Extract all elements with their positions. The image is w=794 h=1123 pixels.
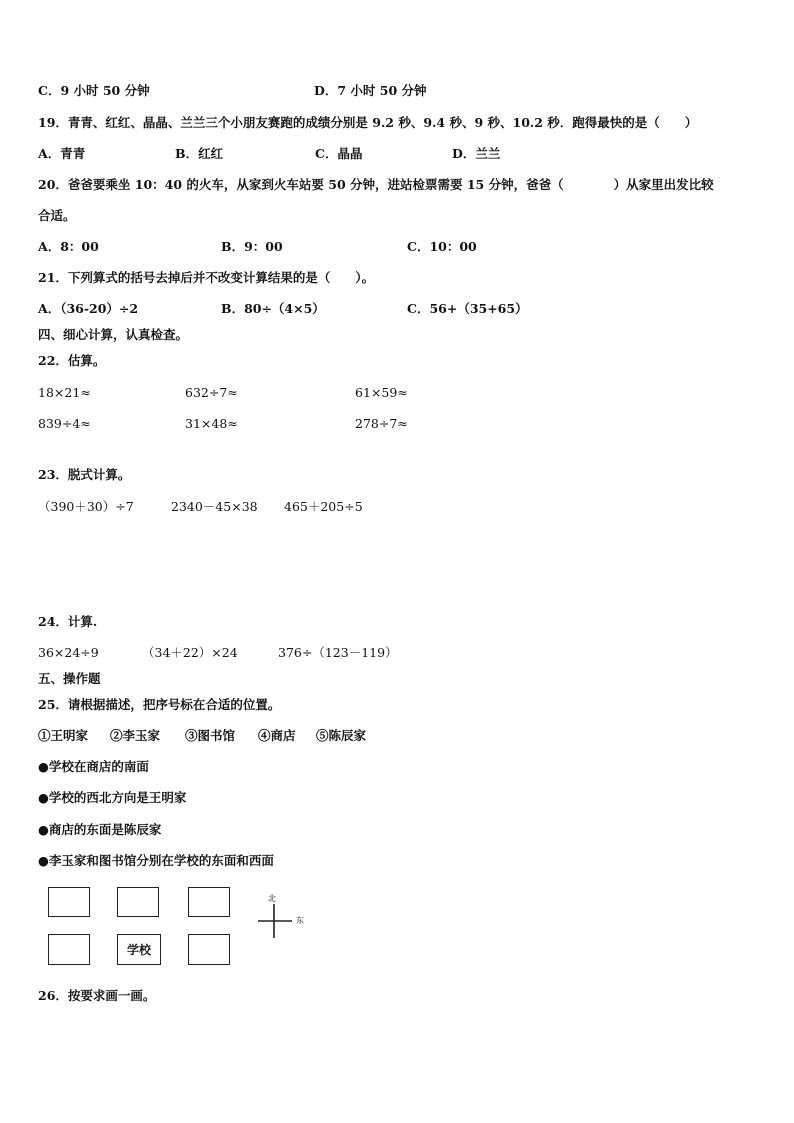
q22-title: 22．估算。 bbox=[38, 353, 106, 368]
grid-box-bottom-right[interactable] bbox=[188, 934, 230, 965]
q21-option-a: A．（36-20）÷2 bbox=[38, 301, 139, 316]
q23-title: 23．脱式计算。 bbox=[38, 467, 131, 482]
q25-clue-2: ●学校的西北方向是王明家 bbox=[38, 790, 187, 805]
school-label: 学校 bbox=[126, 943, 151, 957]
q22-item-5: 31×48≈ bbox=[185, 416, 238, 431]
compass-icon bbox=[258, 894, 314, 940]
q20-stem: 20．爸爸要乘坐 10：40 的火车，从家到火车站要 50 分钟，进站检票需要 15 分钟，爸爸（ ）从家里出发比较 bbox=[38, 177, 714, 192]
grid-box-bottom-left[interactable] bbox=[48, 934, 90, 965]
compass-east-label: 东 bbox=[296, 916, 304, 925]
section4-heading: 四、细心计算，认真检查。 bbox=[38, 327, 189, 342]
q25-place-1: ①王明家 bbox=[38, 728, 89, 743]
grid-box-top-middle[interactable] bbox=[117, 887, 159, 917]
q20-option-a: A．8：00 bbox=[38, 239, 99, 254]
q19-option-a: A．青青 bbox=[38, 146, 86, 161]
q19-option-b: B．红红 bbox=[175, 146, 224, 161]
q22-item-3: 61×59≈ bbox=[355, 385, 408, 400]
school-box bbox=[117, 934, 161, 965]
q26-title: 26．按要求画一画。 bbox=[38, 988, 156, 1003]
q18-option-c: C．9 小时 50 分钟 bbox=[38, 83, 150, 98]
q20-option-c: C．10：00 bbox=[407, 239, 477, 254]
q24-title: 24．计算. bbox=[38, 614, 98, 629]
q19-option-d: D．兰兰 bbox=[452, 146, 501, 161]
q21-option-b: B．80÷（4×5） bbox=[221, 301, 325, 316]
q25-clue-4: ●李玉家和图书馆分别在学校的东面和西面 bbox=[38, 853, 274, 868]
q25-clue-3: ●商店的东面是陈辰家 bbox=[38, 822, 162, 837]
q25-place-4: ④商店 bbox=[258, 728, 296, 743]
grid-box-top-left[interactable] bbox=[48, 887, 90, 917]
grid-box-top-right[interactable] bbox=[188, 887, 230, 917]
q23-item-3: 465＋205÷5 bbox=[284, 499, 363, 514]
q22-item-4: 839÷4≈ bbox=[38, 416, 91, 431]
q20-option-b: B．9：00 bbox=[221, 239, 283, 254]
q24-item-2: （34＋22）×24 bbox=[142, 645, 238, 660]
q19-option-c: C．晶晶 bbox=[315, 146, 363, 161]
section5-heading: 五、操作题 bbox=[38, 671, 101, 686]
q23-item-2: 2340－45×38 bbox=[171, 499, 258, 514]
q21-stem: 21．下列算式的括号去掉后并不改变计算结果的是（ ）。 bbox=[38, 270, 375, 285]
q20-stem-continued: 合适。 bbox=[38, 208, 76, 223]
q21-option-c: C．56+（35+65） bbox=[407, 301, 528, 316]
q25-clue-1: ●学校在商店的南面 bbox=[38, 759, 149, 774]
q22-item-1: 18×21≈ bbox=[38, 385, 91, 400]
q22-item-2: 632÷7≈ bbox=[185, 385, 238, 400]
q19-stem: 19．青青、红红、晶晶、兰兰三个小朋友赛跑的成绩分别是 9.2 秒、9.4 秒、9 秒、10.2 秒．跑得最快的是（ ） bbox=[38, 115, 698, 130]
compass-north-label: 北 bbox=[268, 894, 276, 903]
q24-item-1: 36×24÷9 bbox=[38, 645, 99, 660]
q25-place-2: ②李玉家 bbox=[110, 728, 161, 743]
q25-place-5: ⑤陈辰家 bbox=[316, 728, 367, 743]
q25-place-3: ③图书馆 bbox=[185, 728, 236, 743]
q22-item-6: 278÷7≈ bbox=[355, 416, 408, 431]
q18-option-d: D．7 小时 50 分钟 bbox=[314, 83, 427, 98]
q24-item-3: 376÷（123－119） bbox=[278, 645, 398, 660]
q23-item-1: （390＋30）÷7 bbox=[38, 499, 134, 514]
q25-title: 25．请根据描述，把序号标在合适的位置。 bbox=[38, 697, 281, 712]
